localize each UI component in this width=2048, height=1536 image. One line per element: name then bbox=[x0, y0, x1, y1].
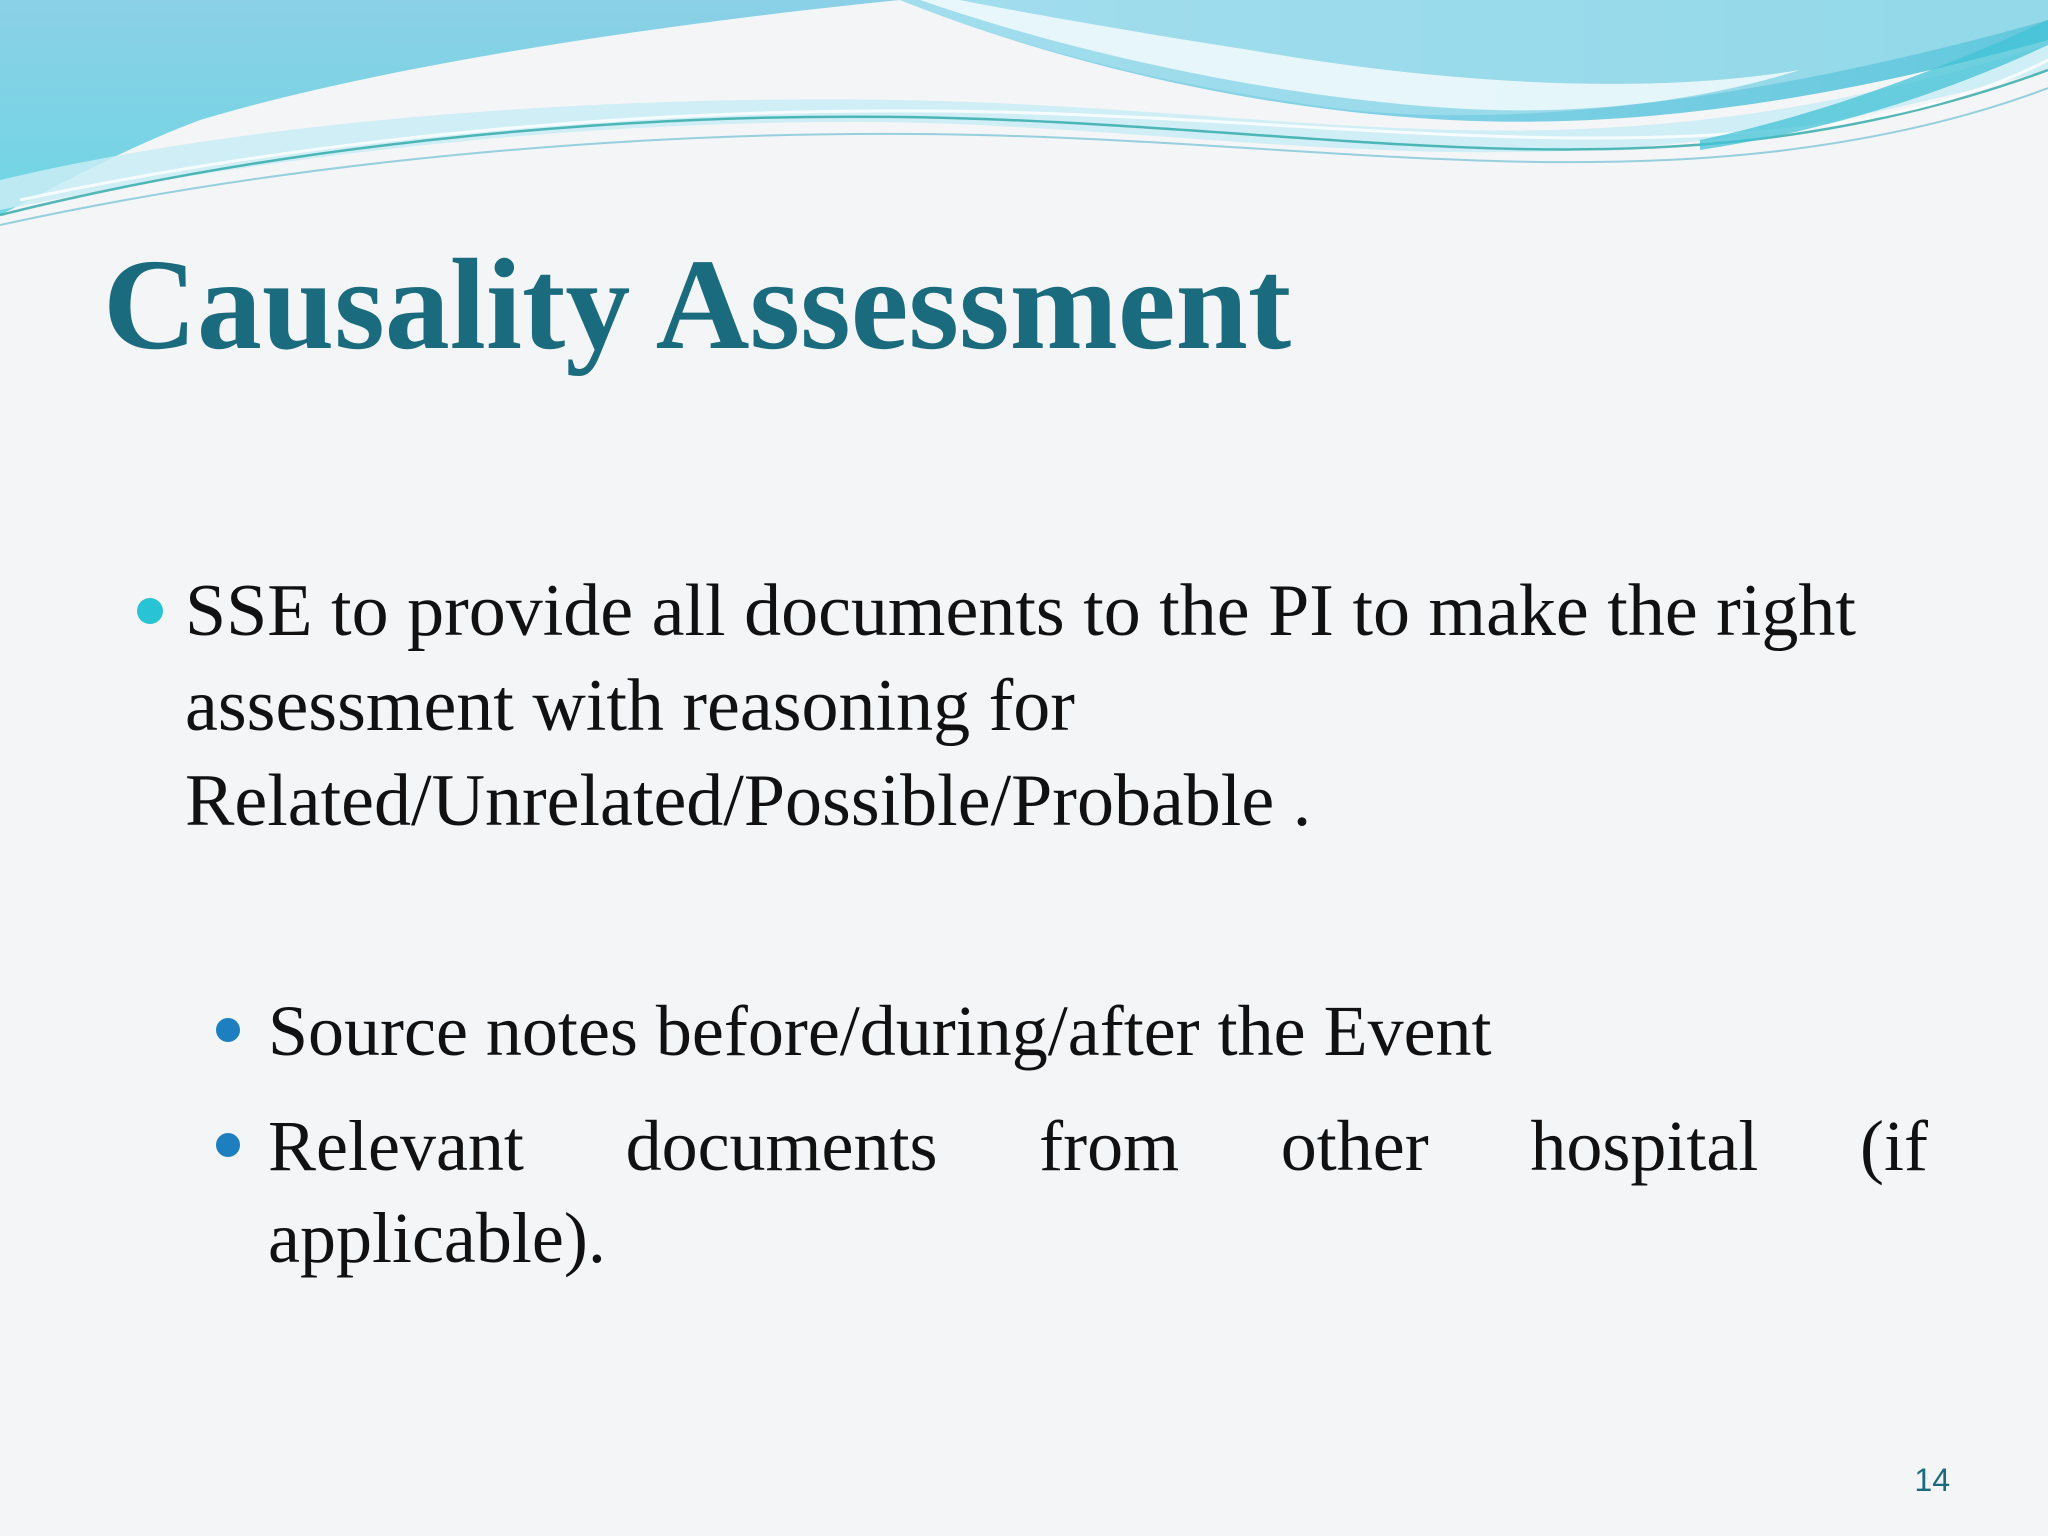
bullet-dot-icon bbox=[137, 598, 163, 624]
page-number: 14 bbox=[1914, 1462, 1950, 1498]
bullet-dot-icon bbox=[216, 1018, 240, 1042]
bullet-text: SSE to provide all documents to the PI to make the right assessment with reasoning for Related/Unrelated/Possible/Probable . bbox=[185, 570, 1856, 842]
bullet-text-line1: Relevant documents from other hospital (if bbox=[268, 1106, 1928, 1186]
bullet-item-level2 bbox=[268, 985, 1928, 1077]
slide-title: Causality Assessment bbox=[103, 233, 1292, 377]
decorative-wave-header bbox=[0, 0, 2048, 260]
bullet-text-line2: applicable). bbox=[268, 1198, 606, 1278]
bullet-item-level1 bbox=[185, 564, 1885, 849]
bullet-dot-icon bbox=[216, 1133, 240, 1157]
bullet-text: Source notes before/during/after the Event bbox=[268, 991, 1492, 1071]
bullet-item-level2 bbox=[268, 1100, 1928, 1284]
